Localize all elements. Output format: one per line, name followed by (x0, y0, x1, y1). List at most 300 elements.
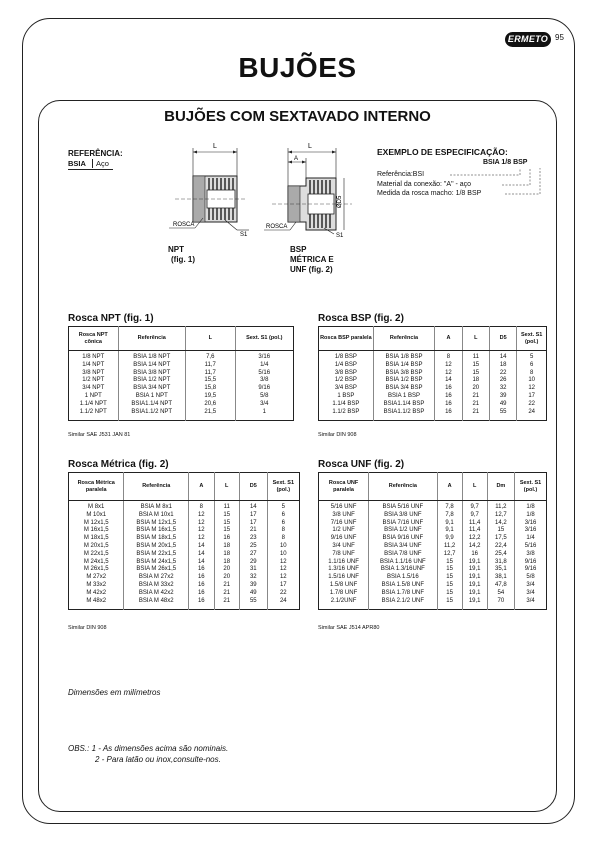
reference-heading: REFERÊNCIA: (68, 149, 123, 158)
unf-section-title: Rosca UNF (fig. 2) (318, 459, 405, 470)
metric-table-cell: 12 (279, 574, 287, 581)
unf-table-cell: 5/16 UNF (319, 501, 369, 512)
unf-table-row (319, 598, 547, 610)
bsp-table-row (319, 362, 547, 370)
npt-table-cell: 3/16 (258, 354, 271, 360)
fig2-dim-l: L (308, 143, 312, 150)
metric-table-cell: M 10x1 (69, 512, 124, 520)
metric-table-cell: 17 (239, 512, 267, 520)
metric-table-cell: M 27x2 (69, 574, 124, 582)
unf-table-cell: 3/4 (526, 581, 535, 588)
bsp-table-row (319, 377, 547, 385)
metric-table-cell: 32 (239, 574, 267, 582)
unf-table-cell: 12,7 (487, 512, 514, 520)
obs-line-2: 2 - Para latão ou inox,consulte-nos. (95, 755, 221, 764)
npt-table-cell: 1/4 NPT (69, 362, 119, 370)
npt-table-cell: 7,6 (186, 351, 236, 362)
unf-table-cell: 1.7/8 UNF (319, 590, 369, 598)
npt-table-cell: 11,7 (186, 362, 236, 370)
unf-table-cell: BSIA 1.5/8 UNF (369, 582, 437, 590)
metric-table-cell: 12 (189, 512, 214, 520)
metric-table-cell: 16 (214, 535, 239, 543)
bsp-table-cell: 21 (462, 393, 489, 401)
npt-col-l: L (186, 327, 236, 351)
bsp-table-cell: 18 (462, 377, 489, 385)
dimensions-note: Dimensões em milímetros (68, 688, 161, 697)
unf-table-cell: 7/16 UNF (319, 520, 369, 528)
metric-table-cell: M 26x1,5 (69, 566, 124, 574)
unf-col-dm: Dm (487, 473, 514, 501)
unf-col-rosca: Rosca UNF paralela (319, 473, 369, 501)
fig2-caption-line3: UNF (fig. 2) (290, 265, 333, 274)
page-number: 95 (555, 33, 564, 42)
metric-table-row (69, 559, 300, 567)
bsp-table-cell: BSIA 3/4 BSP (373, 385, 435, 393)
metric-table-row (69, 527, 300, 535)
unf-table-cell: 1.5/16 UNF (319, 574, 369, 582)
metric-table-cell: BSIA M 26x1,5 (124, 566, 189, 574)
unf-table-row (319, 559, 547, 567)
bsp-table-cell: 8 (435, 351, 462, 362)
unf-table-cell: BSIA 1/2 UNF (369, 527, 437, 535)
unf-table-cell: 3/4 UNF (319, 543, 369, 551)
npt-table-cell: 3/4 NPT (69, 385, 119, 393)
unf-table-row (319, 543, 547, 551)
unf-table-row (319, 566, 547, 574)
unf-table-cell: 12,7 (437, 551, 462, 559)
metric-table-cell: 12 (279, 566, 287, 573)
metric-table-cell: 24 (279, 597, 287, 604)
npt-table-cell: BSIA 1/8 NPT (118, 351, 186, 362)
metric-table-cell: BSIA M 33x2 (124, 582, 189, 590)
bsp-table-cell: 21 (462, 401, 489, 409)
metric-table-cell: M 33x2 (69, 582, 124, 590)
metric-table-cell: 23 (239, 535, 267, 543)
metric-table-cell: 20 (214, 566, 239, 574)
npt-table-row (69, 401, 294, 409)
bsp-table-row (319, 385, 547, 393)
bsp-table-cell: 21 (462, 409, 489, 421)
bsp-table-cell: 10 (528, 377, 536, 384)
npt-table-cell: BSIA1.1/4 NPT (118, 401, 186, 409)
bsp-table-cell: 14 (489, 351, 516, 362)
bsp-table-cell: 1/2 BSP (319, 377, 374, 385)
unf-table-cell: 15 (437, 574, 462, 582)
bsp-table-cell: 1/4 BSP (319, 362, 374, 370)
npt-table-cell: 20,6 (186, 401, 236, 409)
metric-table-cell: 49 (239, 590, 267, 598)
bsp-table-cell: 16 (435, 385, 462, 393)
bsp-table-cell: BSIA1.1/2 BSP (373, 409, 435, 421)
metric-table-cell: 16 (189, 566, 214, 574)
npt-col-sext: Sext. S1 (pol.) (235, 327, 294, 351)
npt-table-cell: 1.1/4 NPT (69, 401, 119, 409)
metric-table (68, 472, 300, 610)
fig1-dim-l: L (213, 143, 217, 150)
metric-table-cell: 18 (214, 543, 239, 551)
example-line-3: Medida da rosca macho: 1/8 BSP (377, 190, 482, 197)
unf-table-cell: 7/8 UNF (319, 551, 369, 559)
metric-table-cell: BSIA M 24x1,5 (124, 559, 189, 567)
metric-table-cell: 12 (189, 520, 214, 528)
fig2-rosca-label: ROSCA (266, 224, 288, 230)
npt-table-cell: BSIA 1/4 NPT (118, 362, 186, 370)
unf-table-cell: BSIA 1.3/16UNF (369, 566, 437, 574)
npt-table-row (69, 370, 294, 378)
metric-table-row (69, 543, 300, 551)
bsp-table-cell: 22 (489, 370, 516, 378)
section-subtitle: BUJÕES COM SEXTAVADO INTERNO (164, 108, 431, 125)
metric-table-row (69, 566, 300, 574)
metric-header-row (69, 473, 300, 501)
ermeto-logo: ERMETO (505, 32, 551, 47)
unf-table-row (319, 520, 547, 528)
unf-table (318, 472, 547, 610)
example-line-1: Referência:BSI (377, 171, 425, 178)
unf-table-cell: 2.1/2UNF (319, 598, 369, 610)
npt-table-cell: 1/8 NPT (69, 351, 119, 362)
unf-table-cell: BSIA 1.1/16 UNF (369, 559, 437, 567)
unf-col-referencia: Referência (369, 473, 437, 501)
unf-table-row (319, 582, 547, 590)
unf-table-cell: 15 (437, 559, 462, 567)
npt-col-referencia: Referência (118, 327, 186, 351)
example-code: BSIA 1/8 BSP (483, 159, 528, 166)
bsp-col-rosca: Rosca BSP paralela (319, 327, 374, 351)
bsp-table-cell: 16 (435, 409, 462, 421)
unf-table-cell: 1/2 UNF (319, 527, 369, 535)
unf-table-cell: BSIA 1.7/8 UNF (369, 590, 437, 598)
figure-npt-drawing (165, 138, 255, 238)
metric-section-title: Rosca Métrica (fig. 2) (68, 459, 169, 470)
unf-table-row (319, 535, 547, 543)
bsp-table-cell: 22 (528, 400, 536, 407)
unf-table-cell: BSIA 2.1/2 UNF (369, 598, 437, 610)
metric-table-cell: 29 (239, 559, 267, 567)
npt-table-cell: 21,5 (186, 409, 236, 421)
npt-table-cell: 3/8 (260, 377, 269, 384)
npt-table (68, 326, 294, 421)
unf-table-cell: 19,1 (462, 566, 487, 574)
metric-table-cell: 16 (189, 590, 214, 598)
unf-table-cell: 15 (437, 598, 462, 610)
reference-underline (68, 169, 113, 170)
unf-note: Similar SAE J514 APR80 (318, 625, 380, 631)
unf-table-cell: 1/8 (526, 504, 535, 510)
unf-table-cell: 1.1/16 UNF (319, 559, 369, 567)
metric-table-cell: BSIA M 27x2 (124, 574, 189, 582)
unf-table-cell: BSIA 3/4 UNF (369, 543, 437, 551)
npt-table-cell: 15,8 (186, 385, 236, 393)
unf-table-cell: 19,1 (462, 574, 487, 582)
metric-table-cell: 21 (239, 527, 267, 535)
bsp-table-row (319, 409, 547, 421)
bsp-table-cell: 1.1/2 BSP (319, 409, 374, 421)
bsp-table-cell: 32 (489, 385, 516, 393)
bsp-table-cell: 1/8 BSP (319, 351, 374, 362)
metric-table-cell: BSIA M 10x1 (124, 512, 189, 520)
fig2-caption-line1: BSP (290, 245, 307, 254)
reference-line (68, 159, 109, 168)
unf-col-l: L (462, 473, 487, 501)
unf-table-cell: 9,9 (437, 535, 462, 543)
metric-table-cell: 18 (214, 551, 239, 559)
unf-table-cell: 7,8 (437, 512, 462, 520)
metric-table-cell: 27 (239, 551, 267, 559)
npt-table-cell: BSIA1.1/2 NPT (118, 409, 186, 421)
unf-table-cell: 15 (437, 582, 462, 590)
bsp-table-cell: 20 (462, 385, 489, 393)
unf-table-cell: 47,8 (487, 582, 514, 590)
unf-table-cell: 5/8 (526, 574, 535, 581)
bsp-table-cell: 26 (489, 377, 516, 385)
unf-table-cell: 9/16 (524, 558, 537, 565)
bsp-table-cell: 15 (462, 370, 489, 378)
bsp-table-cell: BSIA 3/8 BSP (373, 370, 435, 378)
unf-table-cell: BSIA 9/16 UNF (369, 535, 437, 543)
metric-table-cell: BSIA M 42x2 (124, 590, 189, 598)
metric-table-cell: BSIA M 18x1,5 (124, 535, 189, 543)
fig1-s1-label: S1 (240, 232, 248, 238)
npt-table-row (69, 385, 294, 393)
npt-table-cell: 19,5 (186, 393, 236, 401)
metric-table-cell: 31 (239, 566, 267, 574)
metric-col-d5: D5 (239, 473, 267, 501)
metric-table-cell: 16 (189, 598, 214, 610)
metric-table-row (69, 512, 300, 520)
example-leader-lines (420, 166, 550, 206)
bsp-table-cell: 1 BSP (319, 393, 374, 401)
bsp-table-cell: 24 (528, 408, 536, 415)
bsp-table-cell: 49 (489, 401, 516, 409)
unf-table-cell: 25,4 (487, 551, 514, 559)
metric-table-cell: M 42x2 (69, 590, 124, 598)
unf-table-cell: 9/16 (524, 566, 537, 573)
bsp-table-cell: 8 (530, 369, 534, 376)
unf-table-cell: 3/16 (524, 519, 537, 526)
npt-table-row (69, 362, 294, 370)
bsp-table-cell: BSIA 1/8 BSP (373, 351, 435, 362)
bsp-table-cell: 18 (489, 362, 516, 370)
metric-table-row (69, 582, 300, 590)
unf-table-cell: 38,1 (487, 574, 514, 582)
metric-table-cell: 12 (189, 527, 214, 535)
metric-table-cell: M 24x1,5 (69, 559, 124, 567)
unf-table-row (319, 590, 547, 598)
unf-table-cell: 9,7 (462, 501, 487, 512)
unf-table-row (319, 574, 547, 582)
fig1-rosca-label: ROSCA (173, 222, 195, 228)
metric-table-cell: 6 (281, 511, 285, 518)
metric-table-cell: 16 (189, 574, 214, 582)
unf-table-row (319, 512, 547, 520)
unf-table-cell: 15 (437, 590, 462, 598)
metric-table-cell: 11 (214, 501, 239, 512)
npt-table-cell: BSIA 1 NPT (118, 393, 186, 401)
fig2-dim-a: A (294, 156, 299, 162)
npt-table-row (69, 409, 294, 421)
npt-table-cell: BSIA 3/4 NPT (118, 385, 186, 393)
bsp-table-cell: 14 (435, 377, 462, 385)
metric-table-cell: M 16x1,5 (69, 527, 124, 535)
metric-col-referencia: Referência (124, 473, 189, 501)
unf-table-cell: 11,4 (462, 527, 487, 535)
bsp-table-cell: 12 (435, 370, 462, 378)
unf-table-cell: 11,2 (487, 501, 514, 512)
metric-table-cell: 12 (189, 535, 214, 543)
unf-table-cell: 31,8 (487, 559, 514, 567)
metric-table-row (69, 535, 300, 543)
metric-table-cell: 8 (281, 535, 285, 542)
npt-table-row (69, 351, 294, 362)
unf-table-cell: 15 (437, 566, 462, 574)
npt-table-cell: 1.1/2 NPT (69, 409, 119, 421)
npt-table-row (69, 393, 294, 401)
metric-table-cell: 15 (214, 527, 239, 535)
unf-table-cell: 3/4 (526, 597, 535, 604)
metric-table-cell: 21 (214, 598, 239, 610)
fig2-d5-label: ØD5 (337, 195, 343, 208)
bsp-table-cell: 1.1/4 BSP (319, 401, 374, 409)
metric-table-row (69, 551, 300, 559)
metric-table-cell: 17 (279, 581, 287, 588)
unf-table-cell: 11,2 (437, 543, 462, 551)
fig2-caption-line2: MÉTRICA E (290, 255, 334, 264)
unf-table-cell: 1.3/16 UNF (319, 566, 369, 574)
bsp-col-referencia: Referência (373, 327, 435, 351)
metric-table-cell: 16 (189, 582, 214, 590)
bsp-col-sext: Sext. S1 (pol.) (517, 327, 547, 351)
unf-table-cell: 19,1 (462, 590, 487, 598)
metric-table-cell: M 18x1,5 (69, 535, 124, 543)
unf-table-cell: 70 (487, 598, 514, 610)
bsp-table-cell: BSIA 1/2 BSP (373, 377, 435, 385)
metric-table-cell: M 12x1,5 (69, 520, 124, 528)
metric-table-row (69, 598, 300, 610)
unf-table-cell: 16 (462, 551, 487, 559)
unf-table-cell: 17,5 (487, 535, 514, 543)
npt-table-cell: 9/16 (258, 385, 271, 392)
metric-table-cell: 17 (239, 520, 267, 528)
unf-col-sext: Sext. S1 (pol.) (515, 473, 547, 501)
metric-table-cell: 20 (214, 574, 239, 582)
unf-table-cell: 7,8 (437, 501, 462, 512)
metric-table-cell: 6 (281, 519, 285, 526)
npt-table-cell: 1/2 NPT (69, 377, 119, 385)
page-title: BUJÕES (238, 52, 357, 83)
bsp-col-a: A (435, 327, 462, 351)
bsp-col-l: L (462, 327, 489, 351)
unf-table-cell: 3/8 UNF (319, 512, 369, 520)
metric-table-cell: 8 (189, 501, 214, 512)
metric-table-cell: 55 (239, 598, 267, 610)
metric-col-rosca: Rosca Métrica paralela (69, 473, 124, 501)
metric-table-cell: 14 (189, 559, 214, 567)
metric-table-cell: 14 (189, 551, 214, 559)
npt-table-cell: 1 (262, 408, 266, 415)
metric-table-cell: BSIA M 22x1,5 (124, 551, 189, 559)
bsp-table-cell: 12 (528, 385, 536, 392)
metric-table-row (69, 590, 300, 598)
unf-table-row (319, 551, 547, 559)
metric-table-cell: M 20x1,5 (69, 543, 124, 551)
metric-table-cell: 14 (239, 501, 267, 512)
bsp-table-cell: 39 (489, 393, 516, 401)
unf-table-cell: 14,2 (487, 520, 514, 528)
metric-table-cell: BSIA M 12x1,5 (124, 520, 189, 528)
example-line-2: Material da conexão: "A" - aço (377, 180, 472, 188)
bsp-header-row (319, 327, 547, 351)
npt-note: Similar SAE J531 JAN 81 (68, 432, 131, 438)
unf-table-cell: 1/8 (526, 511, 535, 518)
reference-code: BSIA (68, 159, 86, 168)
npt-table-cell: 11,7 (186, 370, 236, 378)
unf-table-cell: 9,1 (437, 520, 462, 528)
fig1-caption-line2: (fig. 1) (171, 255, 195, 264)
unf-table-cell: BSIA 7/8 UNF (369, 551, 437, 559)
bsp-table-row (319, 393, 547, 401)
unf-table-cell: BSIA 3/8 UNF (369, 512, 437, 520)
metric-table-cell: 22 (279, 589, 287, 596)
npt-table-cell: 15,5 (186, 377, 236, 385)
observations (68, 743, 228, 765)
metric-table-cell: 39 (239, 582, 267, 590)
unf-table-cell: 5/16 (524, 542, 537, 549)
unf-table-cell: 19,1 (462, 598, 487, 610)
metric-table-cell: BSIA M 20x1,5 (124, 543, 189, 551)
metric-table-cell: M 22x1,5 (69, 551, 124, 559)
obs-line-1: OBS.: 1 - As dimensões acima são nominais. (68, 744, 229, 753)
unf-table-cell: 1.5/8 UNF (319, 582, 369, 590)
metric-table-cell: BSIA M 16x1,5 (124, 527, 189, 535)
metric-table-cell: BSIA M 8x1 (124, 501, 189, 512)
bsp-table-cell: 11 (462, 351, 489, 362)
bsp-table-cell: 12 (435, 362, 462, 370)
bsp-note: Similar DIN 908 (318, 432, 357, 438)
metric-table-cell: 12 (279, 558, 287, 565)
npt-table-cell: 5/16 (258, 369, 271, 376)
npt-table-cell: 1 NPT (69, 393, 119, 401)
bsp-table-cell: 55 (489, 409, 516, 421)
bsp-section-title: Rosca BSP (fig. 2) (318, 313, 404, 324)
metric-table-cell: M 48x2 (69, 598, 124, 610)
npt-table-cell: 5/8 (260, 392, 269, 399)
metric-table-cell: 21 (214, 582, 239, 590)
bsp-table (318, 326, 547, 421)
bsp-table-row (319, 401, 547, 409)
npt-table-cell: 1/4 (260, 361, 269, 368)
unf-table-row (319, 501, 547, 512)
metric-table-cell: 10 (279, 542, 287, 549)
metric-col-sext: Sext. S1 (pol.) (267, 473, 299, 501)
metric-table-cell: 10 (279, 550, 287, 557)
figure-bsp-drawing (262, 138, 362, 238)
unf-table-cell: 22,4 (487, 543, 514, 551)
metric-col-l: L (214, 473, 239, 501)
npt-section-title: Rosca NPT (fig. 1) (68, 313, 154, 324)
metric-table-cell: 5 (281, 504, 285, 510)
unf-table-cell: 1/4 (526, 535, 535, 542)
unf-table-cell: 14,2 (462, 543, 487, 551)
metric-table-cell: 15 (214, 512, 239, 520)
example-heading: EXEMPLO DE ESPECIFICAÇÃO: (377, 147, 508, 157)
unf-table-cell: 9,7 (462, 512, 487, 520)
reference-material: Aço (92, 159, 109, 168)
npt-table-cell: BSIA 3/8 NPT (118, 370, 186, 378)
unf-table-cell: 3/8 (526, 550, 535, 557)
metric-table-row (69, 501, 300, 512)
bsp-table-row (319, 370, 547, 378)
